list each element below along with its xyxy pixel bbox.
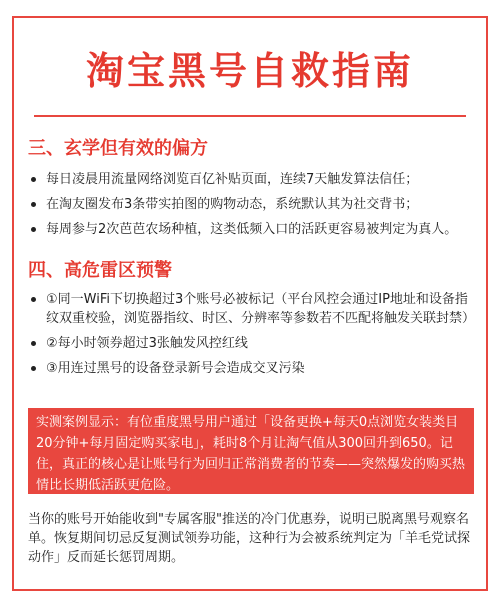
title-divider bbox=[34, 115, 466, 117]
footer-note: 当你的账号开始能收到"专属客服"推送的冷门优惠券，说明已脱离黑号观察名单。恢复期间切忌反复测试领券功能，这种行为会被系统判定为「羊毛党试探动作」反而延长惩罚周期。 bbox=[28, 512, 471, 565]
section-heading-remedies: 三、玄学但有效的偏方 bbox=[28, 138, 208, 159]
list-item: 在淘友圈发布3条带实拍图的购物动态，系统默认其为社交背书； bbox=[28, 195, 474, 214]
list-item: ①同一WiFi下切换超过3个账号必被标记（平台风控会通过IP地址和设备指纹双重校验，浏览器指纹、时区、分辨率等参数若不匹配将触发关联封禁） bbox=[28, 290, 474, 328]
list-item: 每日凌晨用流量网络浏览百亿补贴页面，连续7天触发算法信任； bbox=[28, 170, 474, 189]
list-item: ②每小时领券超过3张触发风控红线 bbox=[28, 334, 474, 353]
remedies-list bbox=[28, 170, 474, 245]
section-heading-danger-zones: 四、高危雷区预警 bbox=[28, 260, 172, 281]
page-title: 淘宝黑号自救指南 bbox=[85, 49, 414, 93]
list-item: ③用连过黑号的设备登录新号会造成交叉污染 bbox=[28, 359, 474, 378]
case-study-callout: 实测案例显示：有位重度黑号用户通过「设备更换+每天0点浏览女装类目20分钟+每月固定购买家电」，耗时8个月让淘气值从300回升到650。记住，真正的核心是让账号行为回归正常消费者的节奏——突然爆发的购买热情比长期低活跃更危险。 bbox=[28, 408, 474, 494]
danger-zones-list bbox=[28, 290, 474, 384]
list-item: 每周参与2次芭芭农场种植，这类低频入口的活跃更容易被判定为真人。 bbox=[28, 220, 474, 239]
